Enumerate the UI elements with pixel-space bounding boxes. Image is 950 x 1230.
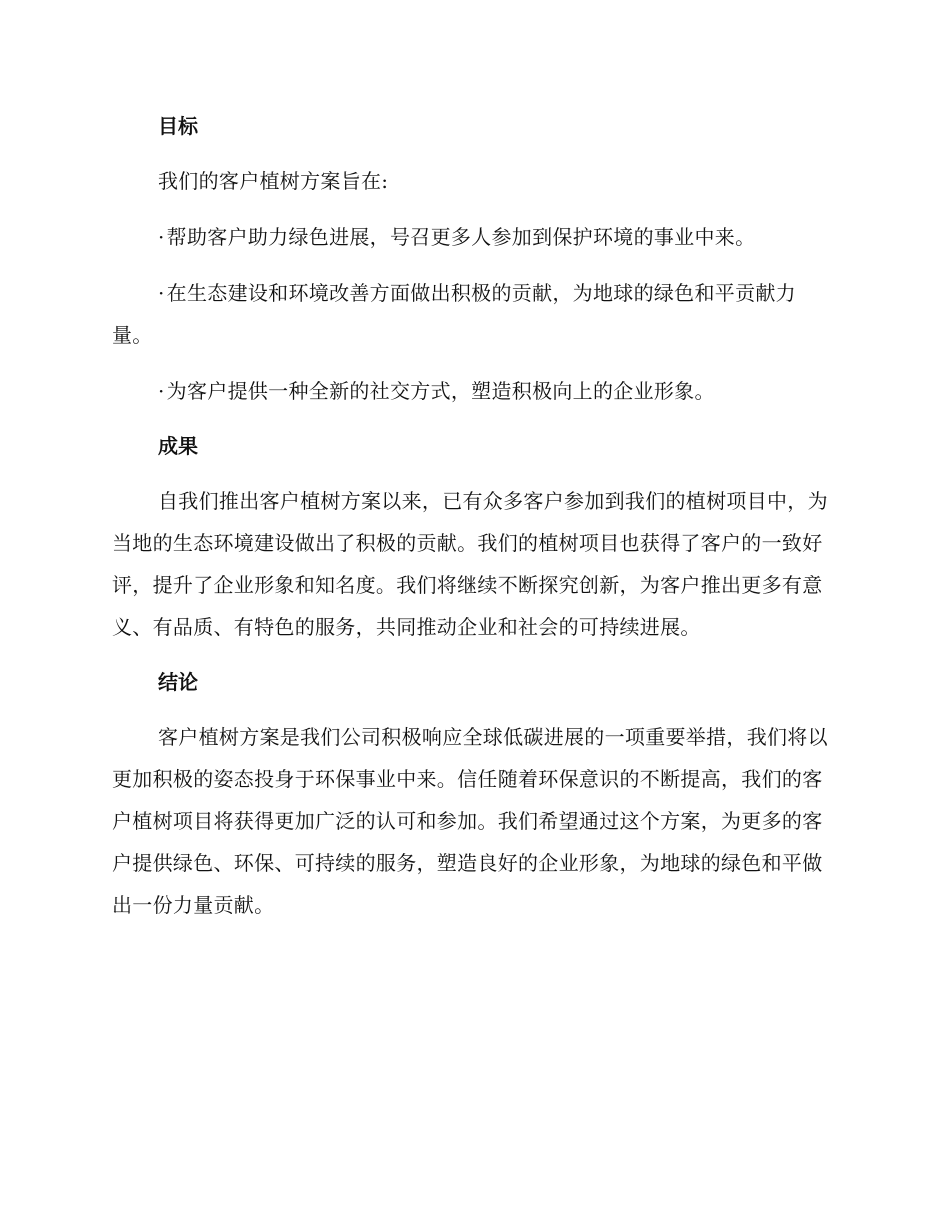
goal-intro: 我们的客户植树方案旨在: xyxy=(158,169,389,193)
section-heading-results: 成果 xyxy=(158,434,198,458)
bullet-marker: · xyxy=(158,379,165,403)
document-page xyxy=(112,104,832,926)
goal-bullet-3 xyxy=(112,370,832,412)
bullet-text: 为客户提供一种全新的社交方式，塑造积极向上的企业形象。 xyxy=(166,379,715,403)
results-paragraph: 自我们推出客户植树方案以来，已有众多客户参加到我们的植树项目中，为当地的生态环境建设做出了积极的贡献。我们的植树项目也获得了客户的一致好评，提升了企业形象和知名度。我们将继续不断探究创新，为客户推出更多有意义、有品质、有特色的服务，共同推动企业和社会的可持续进展。 xyxy=(112,489,828,639)
section-heading-conclusion: 结论 xyxy=(158,670,198,694)
bullet-text: 在生态建设和环境改善方面做出积极的贡献，为地球的绿色和平贡献力量。 xyxy=(112,281,796,347)
bullet-marker: · xyxy=(158,225,165,249)
goal-bullet-2 xyxy=(112,272,832,356)
conclusion-paragraph: 客户植树方案是我们公司积极响应全球低碳进展的一项重要举措，我们将以更加积极的姿态投身于环保事业中来。信任随着环保意识的不断提高，我们的客户植树项目将获得更加广泛的认可和参加。我们希望通过这个方案，为更多的客户提供绿色、环保、可持续的服务，塑造良好的企业形象，为地球的绿色和平做出一份力量贡献。 xyxy=(112,725,828,917)
bullet-marker: · xyxy=(158,281,165,305)
bullet-text: 帮助客户助力绿色进展，号召更多人参加到保护环境的事业中来。 xyxy=(166,225,756,249)
section-heading-goal: 目标 xyxy=(158,114,198,138)
goal-bullet-1 xyxy=(112,216,832,258)
